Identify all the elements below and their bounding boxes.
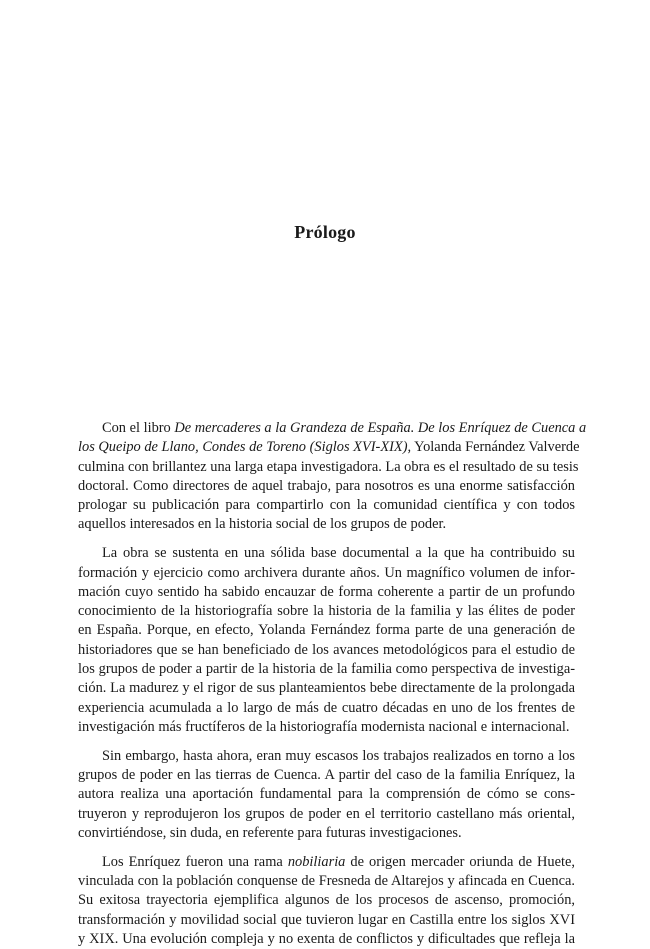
paragraph bbox=[78, 419, 587, 535]
text-run: los grupos de poder a partir de la historia de la familia como perspectiva de investiga- bbox=[78, 661, 575, 678]
text-line bbox=[78, 747, 575, 766]
text-line bbox=[78, 699, 575, 718]
text-run: vinculada con la población conquense de Fresneda de Altarejos y afincada en Cuenca. bbox=[78, 873, 575, 890]
italic-text: nobiliaria bbox=[287, 853, 346, 870]
text-run: mación cuyo sentido ha sabido encauzar de forma coherente a partir de un profundo bbox=[78, 583, 575, 600]
text-run: formación y ejercicio como archivera durante años. Un magnífico volumen de infor- bbox=[78, 564, 575, 581]
page-title: Prólogo bbox=[294, 222, 356, 242]
text-run: convirtiéndose, sin duda, en referente para futuras investigaciones. bbox=[78, 824, 462, 841]
text-line bbox=[78, 891, 575, 910]
text-line bbox=[78, 641, 575, 660]
text-line bbox=[78, 496, 575, 515]
text-line bbox=[78, 911, 575, 930]
text-line bbox=[78, 515, 575, 534]
text-run: conocimiento de la historiografía sobre la historia de la familia y las élites de poder bbox=[78, 603, 575, 620]
text-run: y XIX. Una evolución compleja y no exenta de conflictos y dificultades que refleja la bbox=[78, 930, 575, 947]
text-run: prologar su publicación para compartirlo con la comunidad científica y con todos bbox=[78, 497, 575, 514]
text-line bbox=[78, 679, 575, 698]
paragraph bbox=[78, 853, 575, 949]
text-line bbox=[78, 477, 575, 496]
text-run: truyeron y reprodujeron los grupos de poder en el territorio castellano más oriental, bbox=[78, 805, 575, 822]
text-run: Su exitosa trayectoria ejemplifica algunos de los procesos de ascenso, promoción, bbox=[78, 892, 575, 909]
text-run: Con el libro bbox=[102, 420, 175, 436]
text-line bbox=[78, 438, 580, 457]
text-line bbox=[78, 853, 575, 872]
text-run: aquellos interesados en la historia social de los grupos de poder. bbox=[78, 516, 447, 533]
text-line bbox=[78, 872, 575, 891]
text-line bbox=[78, 824, 575, 843]
text-run: investigación más fructíferos de la historiografía modernista nacional e internacional. bbox=[78, 718, 570, 735]
text-run: Los Enríquez fueron una rama bbox=[102, 853, 288, 870]
text-line bbox=[78, 602, 575, 621]
text-line bbox=[78, 785, 575, 804]
text-line bbox=[78, 766, 575, 785]
text-line bbox=[78, 660, 575, 679]
prologue-body bbox=[78, 419, 587, 949]
text-run: doctoral. Como directores de aquel trabajo, para nosotros es una enorme satisfacción bbox=[78, 477, 575, 494]
paragraph bbox=[78, 544, 575, 737]
text-line bbox=[78, 458, 579, 477]
text-run: Sin embargo, hasta ahora, eran muy escasos los trabajos realizados en torno a los bbox=[102, 747, 575, 764]
text-run: Yolanda Fernández Valverde bbox=[411, 439, 580, 456]
text-run: en España. Porque, en efecto, Yolanda Fernández forma parte de una generación de bbox=[78, 622, 575, 639]
italic-text: los Queipo de Llano, Condes de Toreno (Siglos XVI-XIX), bbox=[78, 439, 412, 456]
text-line bbox=[78, 544, 575, 563]
text-line bbox=[78, 930, 575, 949]
text-line bbox=[78, 583, 575, 602]
text-line bbox=[78, 621, 575, 640]
text-line bbox=[78, 564, 575, 583]
text-run: historiadores que se han beneficiado de los avances metodológicos para el estudio de bbox=[78, 641, 575, 658]
text-run: transformación y movilidad social que tuvieron lugar en Castilla entre los siglos XVI bbox=[78, 911, 575, 928]
text-line bbox=[78, 718, 575, 737]
text-run: experiencia acumulada a lo largo de más de cuatro décadas en uno de los frentes de bbox=[78, 699, 575, 716]
text-line bbox=[78, 419, 587, 438]
text-run: ción. La madurez y el rigor de sus planteamientos bebe directamente de la prolongada bbox=[78, 680, 575, 697]
text-line bbox=[78, 805, 575, 824]
text-run: grupos de poder en las tierras de Cuenca. A partir del caso de la familia Enríquez, la bbox=[78, 767, 575, 784]
text-run: autora realiza una aportación fundamental para la comprensión de cómo se cons- bbox=[78, 786, 575, 803]
text-run: de origen mercader oriunda de Huete, bbox=[345, 853, 575, 870]
italic-text: De mercaderes a la Grandeza de España. De los Enríquez de Cuenca a bbox=[174, 420, 587, 436]
text-run: La obra se sustenta en una sólida base documental a la que ha contribuido su bbox=[102, 545, 575, 562]
paragraph bbox=[78, 747, 575, 843]
text-run: culmina con brillantez una larga etapa investigadora. La obra es el resultado de su tesis bbox=[78, 458, 579, 475]
